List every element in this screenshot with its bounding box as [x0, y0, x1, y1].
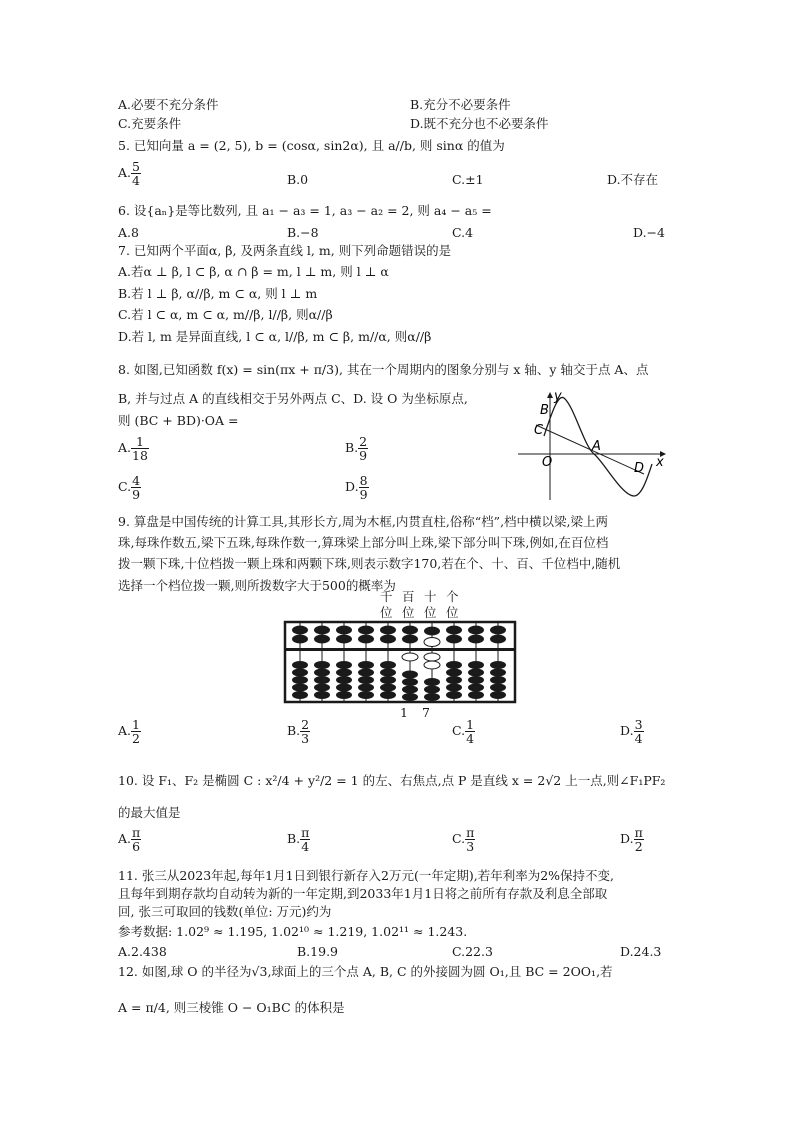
q6-option-d: D.−4 [633, 225, 665, 240]
q7-stem: 7. 已知两个平面α, β, 及两条直线 l, m, 则下列命题错误的是 [118, 243, 452, 258]
q11-option-c: C.22.3 [452, 944, 493, 959]
abacus-lower-bead [292, 669, 308, 677]
abacus-upper-bead [468, 626, 484, 635]
abacus-lower-bead [490, 684, 506, 692]
abacus-lower-bead [314, 684, 330, 692]
abacus-upper-bead [336, 635, 352, 644]
abacus-upper-bead [358, 635, 374, 644]
abacus-header-ones: 个 [446, 589, 459, 604]
abacus-lower-bead [468, 684, 484, 692]
abacus-beam [285, 648, 515, 651]
abacus-lower-bead [358, 661, 374, 669]
abacus-lower-bead [336, 661, 352, 669]
q5-option-a: A. $\frac{5}{4}$ [118, 159, 140, 188]
abacus-upper-bead [446, 635, 462, 644]
abacus-header-thousands: 千 [380, 589, 393, 604]
q9-option-a: A. $\frac{1}{2}$ [118, 717, 140, 746]
abacus-lower-bead [446, 691, 462, 699]
q8-option-b: B. $\frac{2}{9}$ [345, 434, 368, 463]
q8-function-graph [518, 389, 668, 502]
abacus-lower-bead [380, 676, 396, 684]
abacus-upper-bead [490, 635, 506, 644]
q6-option-b: B.−8 [287, 225, 319, 240]
abacus-lower-bead [292, 691, 308, 699]
q4-option-c: C.充要条件 [118, 116, 182, 131]
abacus-lower-bead [380, 684, 396, 692]
abacus-lower-bead [292, 661, 308, 669]
q11-option-b: B.19.9 [297, 944, 338, 959]
abacus-lower-bead [490, 676, 506, 684]
abacus-lower-bead [336, 676, 352, 684]
x-axis-label: x [656, 455, 664, 470]
abacus-upper-bead [402, 626, 418, 635]
y-axis-arrow [547, 392, 553, 398]
abacus-digit-hundreds: 1 [400, 705, 408, 720]
point-d-label: D [634, 461, 645, 476]
abacus-lower-bead [292, 676, 308, 684]
abacus-lower-bead [314, 661, 330, 669]
abacus-lower-bead-moved [402, 653, 418, 661]
q5-option-d: D.不存在 [607, 172, 659, 187]
abacus-upper-bead [424, 627, 440, 636]
q6-option-a: A.8 [118, 225, 139, 240]
q10-option-c: C. $\frac{\pi}{3}$ [452, 825, 475, 854]
abacus-lower-bead [446, 676, 462, 684]
abacus-upper-bead [380, 635, 396, 644]
abacus-lower-bead [402, 693, 418, 701]
q4-option-a: A.必要不充分条件 [118, 97, 219, 112]
q12-stem-line2: A = π/4, 则三棱锥 O − O₁BC 的体积是 [118, 1000, 345, 1015]
abacus-lower-bead [380, 691, 396, 699]
q11-stem-line3: 回, 张三可取回的钱数(单位: 万元)约为 [118, 904, 332, 919]
origin-label: O [542, 455, 553, 470]
q6-option-c: C.4 [452, 225, 474, 240]
abacus-lower-bead [314, 691, 330, 699]
abacus-lower-bead [468, 676, 484, 684]
abacus-lower-bead-moved [424, 661, 440, 669]
y-axis-label: y [554, 389, 562, 404]
abacus-lower-bead [358, 669, 374, 677]
abacus-upper-bead [380, 626, 396, 635]
abacus-lower-bead [468, 661, 484, 669]
abacus-lower-bead [314, 669, 330, 677]
abacus-upper-bead-moved [424, 638, 440, 647]
abacus-upper-bead [292, 626, 308, 635]
abacus-sub-tens: 位 [424, 605, 437, 620]
q9-stem-line1: 9. 算盘是中国传统的计算工具,其形长方,周为木框,内贯直柱,俗称“档”,档中横以梁,梁上两 [118, 514, 609, 529]
q8-option-c: C. $\frac{4}{9}$ [118, 473, 141, 502]
abacus-lower-bead [314, 676, 330, 684]
q5-stem: 5. 已知向量 a = (2, 5), b = (cosα, sin2α), 且 a//b, 则 sinα 的值为 [118, 138, 505, 153]
abacus-header-hundreds: 百 [402, 589, 415, 604]
q7-option-c: C.若 l ⊂ α, m ⊂ α, m//β, l//β, 则α//β [118, 307, 333, 322]
abacus-lower-bead [336, 669, 352, 677]
abacus-lower-bead [402, 671, 418, 679]
abacus-lower-bead-moved [424, 653, 440, 661]
q9-option-b: B. $\frac{2}{3}$ [287, 717, 310, 746]
point-c-label: C [534, 423, 544, 438]
q11-stem-line2: 且每年到期存款均自动转为新的一年定期,到2033年1月1日将之前所有存款及利息全部取 [118, 886, 608, 901]
q7-option-a: A.若α ⊥ β, l ⊂ β, α ∩ β = m, l ⊥ m, 则 l ⊥ α [118, 264, 389, 279]
q10-stem-line2: 的最大值是 [118, 805, 181, 820]
q5-option-b: B.0 [287, 172, 309, 187]
q8-option-a: A. $\frac{1}{18}$ [118, 434, 148, 463]
q4-option-b: B.充分不必要条件 [410, 97, 511, 112]
q12-stem-line1: 12. 如图,球 O 的半径为√3,球面上的三个点 A, B, C 的外接圆为圆 O₁,且 BC = 2OO₁,若 [118, 964, 613, 979]
point-a-label: A [592, 439, 601, 454]
q7-option-d: D.若 l, m 是异面直线, l ⊂ α, l//β, m ⊂ β, m//α, 则α//β [118, 329, 432, 344]
q11-option-a: A.2.438 [118, 944, 167, 959]
q5-option-c: C.±1 [452, 172, 484, 187]
abacus-upper-bead [402, 635, 418, 644]
abacus-lower-bead [380, 661, 396, 669]
abacus-lower-bead [424, 678, 440, 686]
abacus-lower-bead [402, 686, 418, 694]
abacus-lower-bead [468, 691, 484, 699]
abacus-digit-tens: 7 [422, 705, 430, 720]
abacus-sub-hundreds: 位 [402, 605, 415, 620]
abacus-lower-bead [402, 678, 418, 686]
q11-reference-data: 参考数据: 1.02⁹ ≈ 1.195, 1.02¹⁰ ≈ 1.219, 1.02¹¹ ≈ 1.243. [118, 924, 468, 939]
abacus-header-tens: 十 [424, 589, 437, 604]
abacus-lower-bead [380, 669, 396, 677]
q10-option-b: B. $\frac{\pi}{4}$ [287, 825, 310, 854]
q11-stem-line1: 11. 张三从2023年起,每年1月1日到银行新存入2万元(一年定期),若年利率为2%保持不变, [118, 868, 615, 883]
abacus-lower-bead [490, 669, 506, 677]
point-b-label: B [540, 403, 549, 418]
q6-stem: 6. 设{aₙ}是等比数列, 且 a₁ − a₃ = 1, a₃ − a₂ = 2, 则 a₄ − a₅ = [118, 203, 492, 218]
q10-stem-line1: 10. 设 F₁、F₂ 是椭圆 C : x²/4 + y²/2 = 1 的左、右焦点,点 P 是直线 x = 2√2 上一点,则∠F₁PF₂ [118, 773, 666, 788]
abacus-upper-bead [314, 635, 330, 644]
abacus-upper-bead [490, 626, 506, 635]
abacus-lower-bead [336, 684, 352, 692]
abacus-lower-bead [358, 676, 374, 684]
abacus-upper-bead [468, 635, 484, 644]
q9-stem-line4: 选择一个档位拨一颗,则所拨数字大于500的概率为 [118, 578, 396, 593]
q8-option-d: D. $\frac{8}{9}$ [345, 473, 368, 502]
abacus-upper-bead [292, 635, 308, 644]
abacus-sub-ones: 位 [446, 605, 459, 620]
abacus-lower-bead [336, 691, 352, 699]
abacus-lower-bead [446, 669, 462, 677]
q8-stem-line2: B, 并与过点 A 的直线相交于另外两点 C、D. 设 O 为坐标原点, [118, 391, 468, 406]
q9-option-d: D. $\frac{3}{4}$ [620, 717, 643, 746]
q9-stem-line3: 拨一颗下珠,十位档拨一颗上珠和两颗下珠,则表示数字170,若在个、十、百、千位档中,随机 [118, 556, 621, 571]
abacus-sub-thousands: 位 [380, 605, 393, 620]
q10-option-d: D. $\frac{\pi}{2}$ [620, 825, 643, 854]
q8-stem-line3: 则 (BC + BD)·OA = [118, 413, 239, 428]
abacus-figure [284, 621, 516, 703]
abacus-upper-bead [358, 626, 374, 635]
q8-stem-line1: 8. 如图,已知函数 f(x) = sin(πx + π/3), 其在一个周期内的图象分别与 x 轴、y 轴交于点 A、点 [118, 362, 649, 377]
abacus-lower-bead [490, 691, 506, 699]
abacus-lower-bead [446, 661, 462, 669]
abacus-lower-bead [446, 684, 462, 692]
abacus-lower-bead [358, 684, 374, 692]
abacus-upper-bead [336, 626, 352, 635]
abacus-lower-bead [424, 686, 440, 694]
q9-option-c: C. $\frac{1}{4}$ [452, 717, 475, 746]
abacus-lower-bead [424, 693, 440, 701]
q9-stem-line2: 珠,每珠作数五,梁下五珠,每珠作数一,算珠梁上部分叫上珠,梁下部分叫下珠,例如,在百位档 [118, 535, 609, 550]
abacus-upper-bead [446, 626, 462, 635]
abacus-lower-bead [490, 661, 506, 669]
abacus-upper-bead [314, 626, 330, 635]
abacus-lower-bead [468, 669, 484, 677]
abacus-lower-bead [358, 691, 374, 699]
q7-option-b: B.若 l ⊥ β, α//β, m ⊂ α, 则 l ⊥ m [118, 286, 318, 301]
q4-option-d: D.既不充分也不必要条件 [410, 116, 549, 131]
q10-option-a: A. $\frac{\pi}{6}$ [118, 825, 141, 854]
q11-option-d: D.24.3 [620, 944, 662, 959]
abacus-lower-bead [292, 684, 308, 692]
